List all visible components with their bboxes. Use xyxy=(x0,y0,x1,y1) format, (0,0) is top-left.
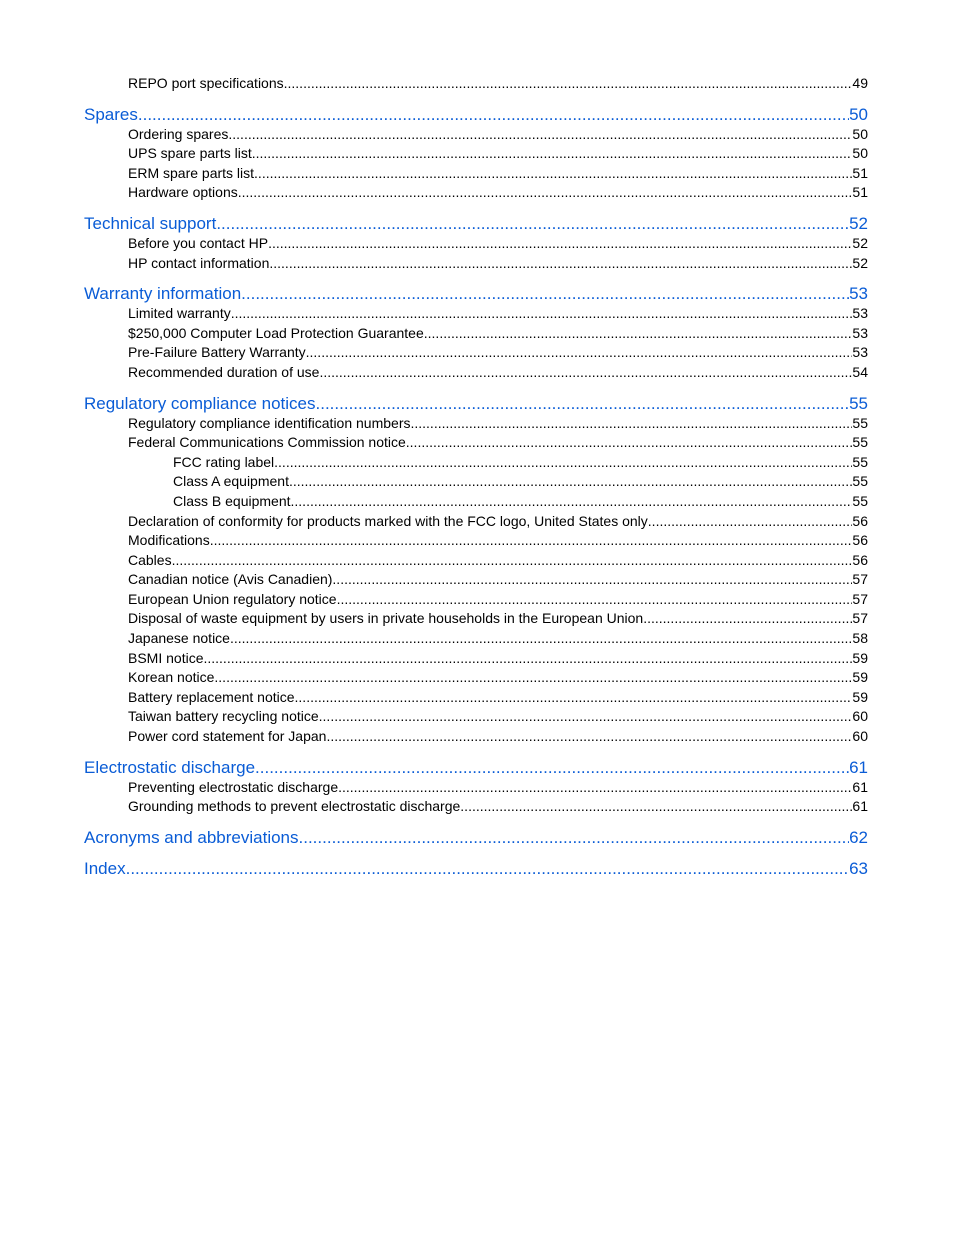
toc-entry-page: 56 xyxy=(852,551,868,568)
toc-entry-title: Electrostatic discharge xyxy=(84,757,256,777)
toc-entry-page: 52 xyxy=(849,213,868,233)
dot-leader xyxy=(424,324,853,344)
dot-leader xyxy=(210,531,853,551)
toc-section-entry[interactable] xyxy=(84,284,868,304)
toc-entry-page: 55 xyxy=(852,414,868,431)
dot-leader xyxy=(284,74,853,94)
toc-entry-title: Japanese notice xyxy=(128,630,230,647)
toc-subsection-entry[interactable] xyxy=(84,649,868,669)
toc-entry-page: 59 xyxy=(852,649,868,666)
toc-entry-page: 53 xyxy=(852,344,868,361)
toc-subsection-entry[interactable] xyxy=(84,125,868,145)
toc-entry-page: 52 xyxy=(852,254,868,271)
toc-entry-page: 55 xyxy=(849,393,868,413)
toc-entry-page: 57 xyxy=(852,610,868,627)
toc-subsection-entry[interactable] xyxy=(84,512,868,532)
dot-leader xyxy=(274,453,852,473)
toc-entry-page: 61 xyxy=(852,798,868,815)
toc-entry-title: UPS spare parts list xyxy=(128,145,252,162)
toc-entry-page: 50 xyxy=(852,145,868,162)
dot-leader xyxy=(269,254,852,274)
toc-entry-title: Grounding methods to prevent electrostatic discharge xyxy=(128,798,461,815)
toc-entry-title: Class A equipment xyxy=(173,473,289,490)
toc-entry-page: 58 xyxy=(852,630,868,647)
dot-leader xyxy=(172,551,853,571)
dot-leader xyxy=(299,828,850,848)
dot-leader xyxy=(291,492,853,512)
toc-subsection-entry[interactable] xyxy=(84,363,868,383)
toc-entry-title: Before you contact HP xyxy=(128,234,269,251)
toc-entry-page: 62 xyxy=(849,827,868,847)
dot-leader xyxy=(316,394,850,414)
toc-entry-page: 51 xyxy=(852,164,868,181)
toc-entry-title: HP contact information xyxy=(128,254,270,271)
toc-entry-title: Modifications xyxy=(128,532,210,549)
toc-entry-title: Class B equipment xyxy=(173,492,291,509)
toc-entry-page: 56 xyxy=(852,512,868,529)
toc-entry-title: Recommended duration of use xyxy=(128,363,320,380)
toc-entry-page: 60 xyxy=(852,728,868,745)
dot-leader xyxy=(252,144,853,164)
toc-subsection-entry[interactable] xyxy=(84,668,868,688)
toc-entry-title: Declaration of conformity for products marked with the FCC logo, United States only xyxy=(128,512,648,529)
toc-entry-page: 51 xyxy=(852,184,868,201)
toc-subsection-entry[interactable] xyxy=(84,570,868,590)
toc-entry-page: 50 xyxy=(852,125,868,142)
toc-entry-title: Technical support xyxy=(84,213,217,233)
dot-leader xyxy=(648,512,853,532)
dot-leader xyxy=(338,778,852,798)
toc-entry-title: Power cord statement for Japan xyxy=(128,728,327,745)
toc-entry-page: 49 xyxy=(852,75,868,91)
toc-entry-title: Preventing electrostatic discharge xyxy=(128,778,339,795)
toc-entry-title: Ordering spares xyxy=(128,125,229,142)
dot-leader xyxy=(295,688,853,708)
toc-entry-title: Regulatory compliance notices xyxy=(84,393,316,413)
dot-leader xyxy=(460,797,852,817)
toc-entry-page: 59 xyxy=(852,669,868,686)
dot-leader xyxy=(306,343,853,363)
dot-leader xyxy=(214,668,852,688)
toc-entry-title: Taiwan battery recycling notice xyxy=(128,708,319,725)
dot-leader xyxy=(332,570,852,590)
toc-entry-page: 61 xyxy=(849,757,868,777)
toc-subsection-entry[interactable] xyxy=(84,629,868,649)
toc-subsection-entry[interactable] xyxy=(84,254,868,274)
toc-subsection-entry[interactable] xyxy=(84,797,868,817)
toc-subsection-entry[interactable] xyxy=(84,590,868,610)
toc-entry-page: 55 xyxy=(852,434,868,451)
dot-leader xyxy=(126,859,849,879)
toc-entry-page: 54 xyxy=(852,363,868,380)
toc-subsection-entry[interactable] xyxy=(84,609,868,629)
toc-entry-page: 61 xyxy=(852,778,868,795)
toc-entry-page: 55 xyxy=(852,473,868,490)
dot-leader xyxy=(337,590,853,610)
toc-entry-title: Warranty information xyxy=(84,284,242,304)
dot-leader xyxy=(254,164,852,184)
toc-section-entry[interactable] xyxy=(84,859,868,879)
dot-leader xyxy=(406,433,853,453)
toc-entry-title: Pre-Failure Battery Warranty xyxy=(128,344,306,361)
toc-entry-page: 56 xyxy=(852,532,868,549)
toc-entry-title: Hardware options xyxy=(128,184,238,201)
dot-leader xyxy=(241,284,849,304)
toc-subsection-entry[interactable] xyxy=(84,74,868,94)
toc-entry-title: Battery replacement notice xyxy=(128,688,295,705)
dot-leader xyxy=(216,214,849,234)
table-of-contents xyxy=(84,74,868,879)
toc-entry-title: BSMI notice xyxy=(128,649,204,666)
toc-entry-title: Canadian notice (Avis Canadien) xyxy=(128,571,333,588)
toc-entry-page: 53 xyxy=(852,305,868,322)
dot-leader xyxy=(643,609,852,629)
toc-subsection-entry[interactable] xyxy=(84,144,868,164)
toc-entry-title: Disposal of waste equipment by users in private households in the European Union xyxy=(128,610,644,627)
toc-subsection-entry[interactable] xyxy=(84,414,868,434)
dot-leader xyxy=(228,125,852,145)
toc-entry-title: Regulatory compliance identification numbers xyxy=(128,414,411,431)
toc-entry-page: 60 xyxy=(852,708,868,725)
dot-leader xyxy=(319,363,852,383)
toc-section-entry[interactable] xyxy=(84,105,868,125)
toc-entry-title: Korean notice xyxy=(128,669,215,686)
dot-leader xyxy=(326,727,852,747)
toc-subsection-entry[interactable] xyxy=(84,234,868,254)
toc-subsection-entry[interactable] xyxy=(84,343,868,363)
toc-entry-title: REPO port specifications xyxy=(128,75,284,91)
toc-subsection-entry[interactable] xyxy=(84,492,868,512)
dot-leader xyxy=(138,105,849,125)
toc-entry-title: ERM spare parts list xyxy=(128,164,255,181)
dot-leader xyxy=(410,414,852,434)
toc-entry-page: 53 xyxy=(852,324,868,341)
toc-entry-page: 50 xyxy=(849,104,868,124)
dot-leader xyxy=(203,649,852,669)
toc-section-entry[interactable] xyxy=(84,828,868,848)
toc-subsection-entry[interactable] xyxy=(84,778,868,798)
toc-entry-page: 59 xyxy=(852,688,868,705)
toc-entry-page: 57 xyxy=(852,590,868,607)
toc-section-entry[interactable] xyxy=(84,214,868,234)
toc-subsection-entry[interactable] xyxy=(84,688,868,708)
toc-subsection-entry[interactable] xyxy=(84,324,868,344)
toc-entry-title: European Union regulatory notice xyxy=(128,590,337,607)
toc-subsection-entry[interactable] xyxy=(84,183,868,203)
toc-entry-title: $250,000 Computer Load Protection Guarantee xyxy=(128,324,424,341)
dot-leader xyxy=(268,234,852,254)
toc-subsection-entry[interactable] xyxy=(84,551,868,571)
toc-entry-title: Limited warranty xyxy=(128,305,231,322)
toc-entry-page: 53 xyxy=(849,284,868,304)
dot-leader xyxy=(231,304,853,324)
dot-leader xyxy=(319,707,853,727)
toc-entry-page: 57 xyxy=(852,571,868,588)
toc-entry-page: 55 xyxy=(852,492,868,509)
toc-entry-title: FCC rating label xyxy=(173,453,275,470)
toc-subsection-entry[interactable] xyxy=(84,472,868,492)
toc-section-entry[interactable] xyxy=(84,394,868,414)
toc-entry-page: 55 xyxy=(852,453,868,470)
toc-section-entry[interactable] xyxy=(84,758,868,778)
toc-entry-title: Cables xyxy=(128,551,172,568)
toc-subsection-entry[interactable] xyxy=(84,453,868,473)
dot-leader xyxy=(255,758,849,778)
toc-subsection-entry[interactable] xyxy=(84,531,868,551)
dot-leader xyxy=(230,629,852,649)
dot-leader xyxy=(289,472,852,492)
toc-subsection-entry[interactable] xyxy=(84,727,868,747)
toc-entry-title: Spares xyxy=(84,104,138,124)
toc-entry-page: 52 xyxy=(852,234,868,251)
toc-subsection-entry[interactable] xyxy=(84,304,868,324)
toc-entry-page: 63 xyxy=(849,858,868,878)
toc-subsection-entry[interactable] xyxy=(84,164,868,184)
toc-subsection-entry[interactable] xyxy=(84,433,868,453)
toc-entry-title: Acronyms and abbreviations xyxy=(84,827,299,847)
toc-subsection-entry[interactable] xyxy=(84,707,868,727)
toc-entry-title: Index xyxy=(84,858,126,878)
toc-entry-title: Federal Communications Commission notice xyxy=(128,434,406,451)
dot-leader xyxy=(238,183,853,203)
